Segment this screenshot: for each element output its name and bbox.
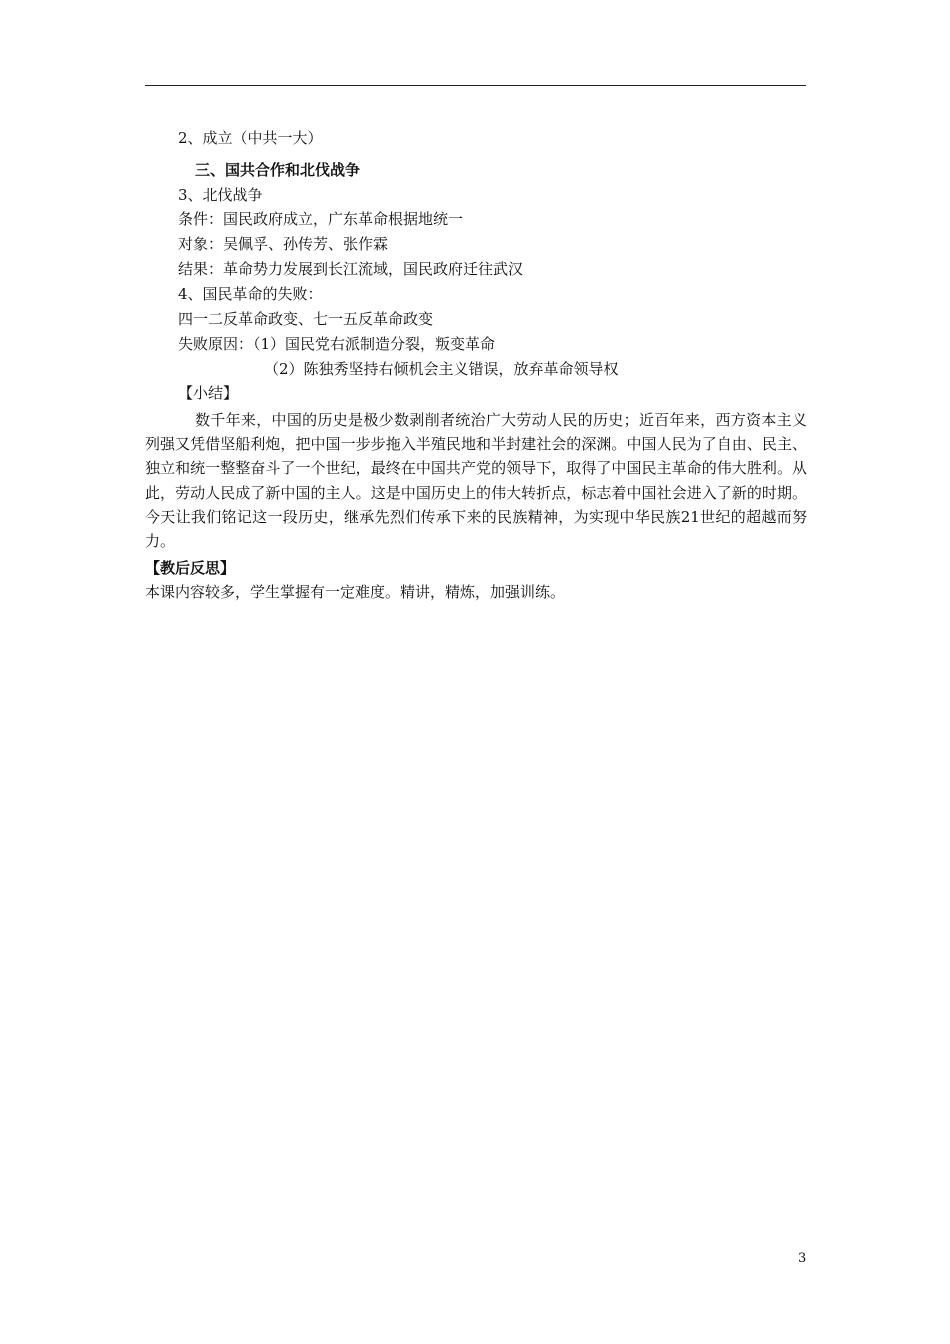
- item-4-failure: 4、国民革命的失败：: [178, 285, 323, 303]
- item-2-founding: 2、成立（中共一大）: [178, 129, 323, 147]
- result-line: 结果：革命势力发展到长江流域，国民政府迁往武汉: [178, 260, 524, 278]
- reflection-text: 本课内容较多，学生掌握有一定难度。精讲，精炼，加强训练。: [145, 583, 566, 601]
- targets-line: 对象：吴佩孚、孙传芳、张作霖: [178, 235, 389, 253]
- failure-reason-2: （2）陈独秀坚持右倾机会主义错误，放弃革命领导权: [264, 360, 619, 378]
- events-line: 四一二反革命政变、七一五反革命政变: [178, 310, 434, 328]
- item-3-northern-expedition: 3、北伐战争: [178, 186, 263, 204]
- summary-heading: 【小结】: [178, 384, 239, 402]
- summary-paragraph: 数千年来，中国的历史是极少数剥削者统治广大劳动人民的历史；近百年来，西方资本主义列强又凭借坚船利炮，把中国一步步拖入半殖民地和半封建社会的深渊。中国人民为了自由、民主、独立和统一整整奋斗了一个世纪，最终在中国共产党的领导下，取得了中国民主革命的伟大胜利。从此，劳动人民成了新中国的主人。这是中国历史上的伟大转折点，标志着中国社会进入了新的时期。今天让我们铭记这一段历史，继承先烈们传承下来的民族精神，为实现中华民族21世纪的超越而努力。: [145, 411, 807, 551]
- header-rule: [145, 85, 806, 86]
- section-3-heading: 三、国共合作和北伐战争: [195, 161, 361, 179]
- reflection-heading: 【教后反思】: [145, 559, 236, 577]
- failure-reason-1: 失败原因：（1）国民党右派制造分裂，叛变革命: [178, 335, 496, 353]
- page-number: 3: [798, 1251, 807, 1266]
- conditions-line: 条件：国民政府成立，广东革命根据地统一: [178, 210, 464, 228]
